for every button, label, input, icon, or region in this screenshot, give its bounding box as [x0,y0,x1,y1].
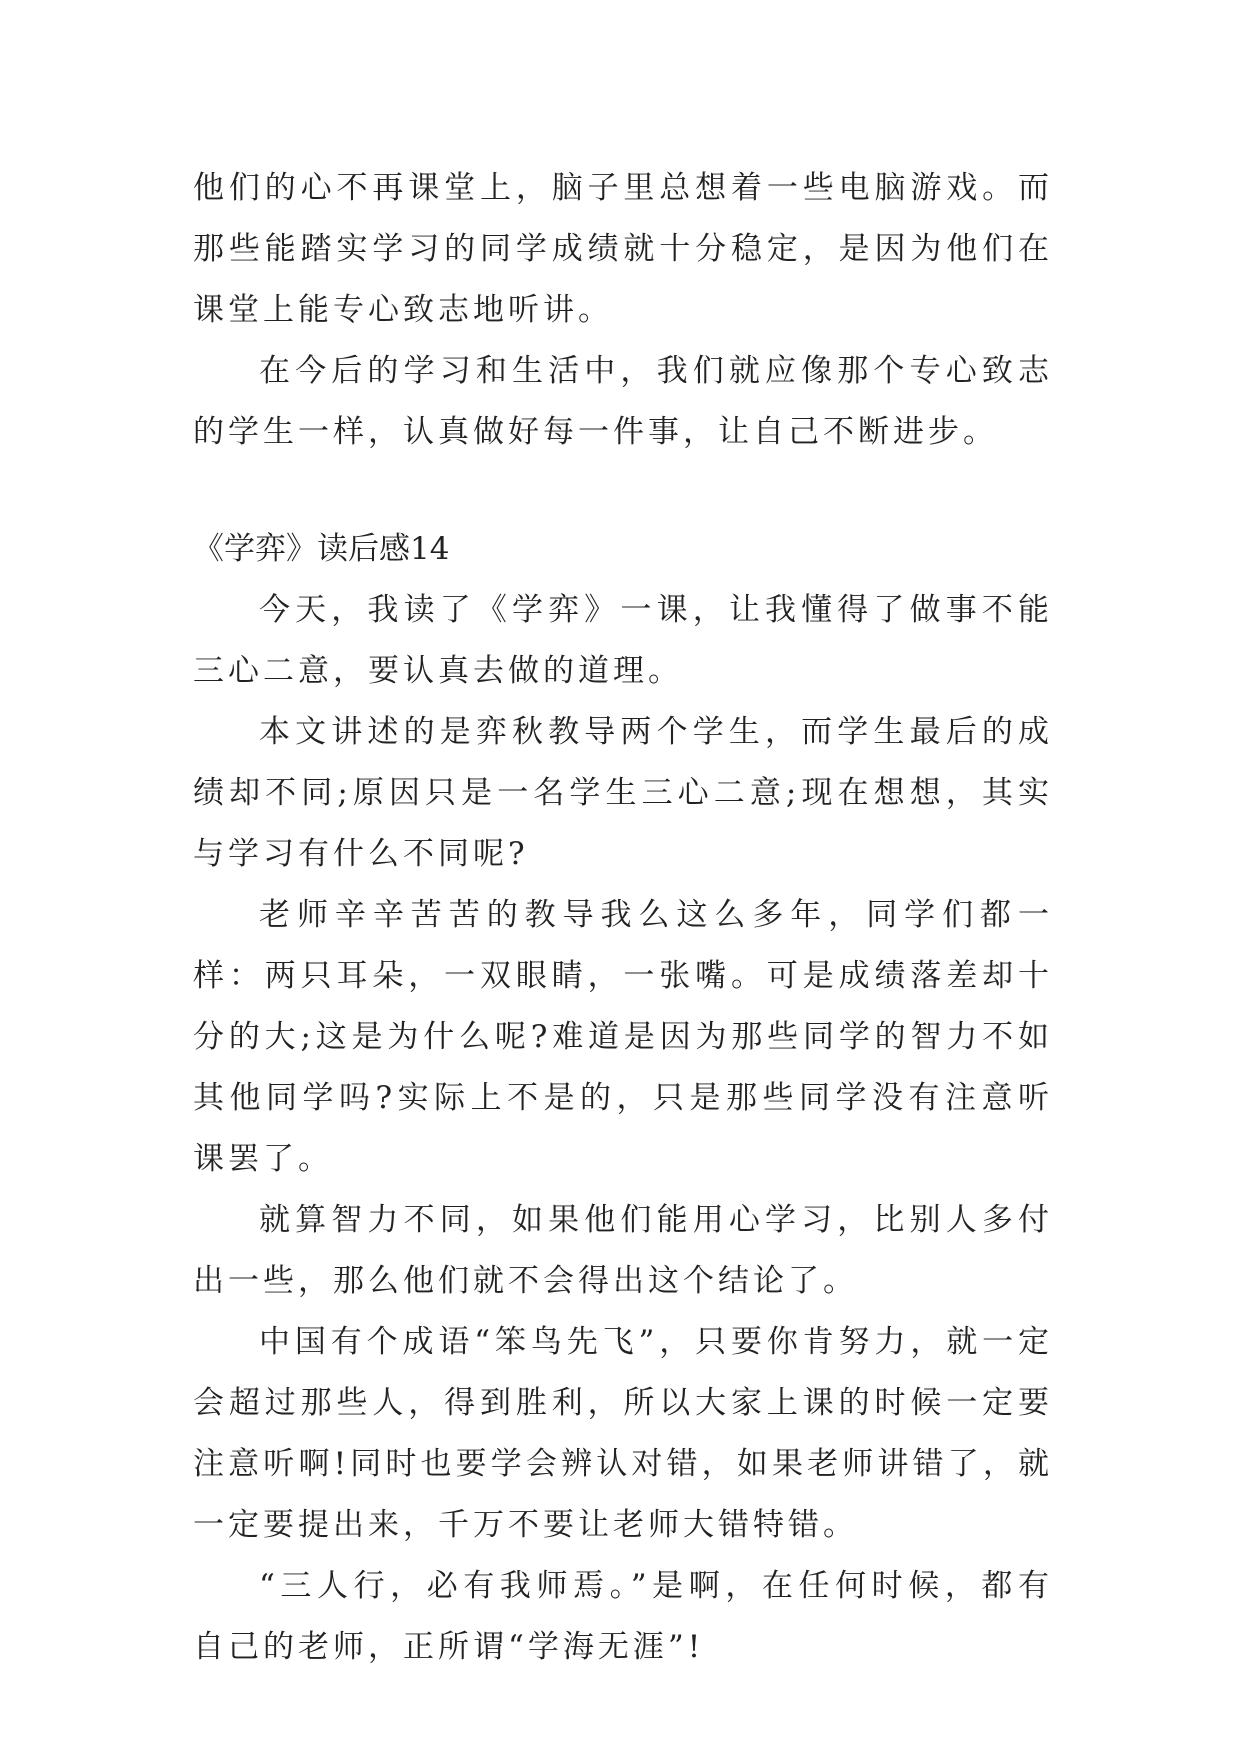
section-paragraph: 本文讲述的是弈秋教导两个学生，而学生最后的成绩却不同;原因只是一名学生三心二意;现在想想，其实与学习有什么不同呢? [193,714,1053,872]
section-paragraph: “三人行，必有我师焉。”是啊，在任何时候，都有自己的老师，正所谓“学海无涯”! [193,1568,1053,1665]
section-paragraph: 就算智力不同，如果他们能用心学习，比别人多付出一些，那么他们就不会得出这个结论了。 [193,1202,1053,1299]
document-body [193,158,1053,1678]
section-paragraph: 今天，我读了《学弈》一课，让我懂得了做事不能三心二意，要认真去做的道理。 [193,592,1053,689]
closing-paragraph: 在今后的学习和生活中，我们就应像那个专心致志的学生一样，认真做好每一件事，让自己不断进步。 [193,353,1053,450]
section-paragraph: 老师辛辛苦苦的教导我么这么多年，同学们都一样：两只耳朵，一双眼睛，一张嘴。可是成绩落差却十分的大;这是为什么呢?难道是因为那些同学的智力不如其他同学吗?实际上不是的，只是那些同学没有注意听课罢了。 [193,897,1053,1177]
section-gap [193,463,1053,519]
section-title: 《学弈》读后感14 [193,531,450,567]
continued-paragraph: 他们的心不再课堂上，脑子里总想着一些电脑游戏。而那些能踏实学习的同学成绩就十分稳定，是因为他们在课堂上能专心致志地听讲。 [193,170,1053,328]
section-paragraph: 中国有个成语“笨鸟先飞”，只要你肯努力，就一定会超过那些人，得到胜利，所以大家上课的时候一定要注意听啊!同时也要学会辨认对错，如果老师讲错了，就一定要提出来，千万不要让老师大错特错。 [193,1324,1053,1543]
